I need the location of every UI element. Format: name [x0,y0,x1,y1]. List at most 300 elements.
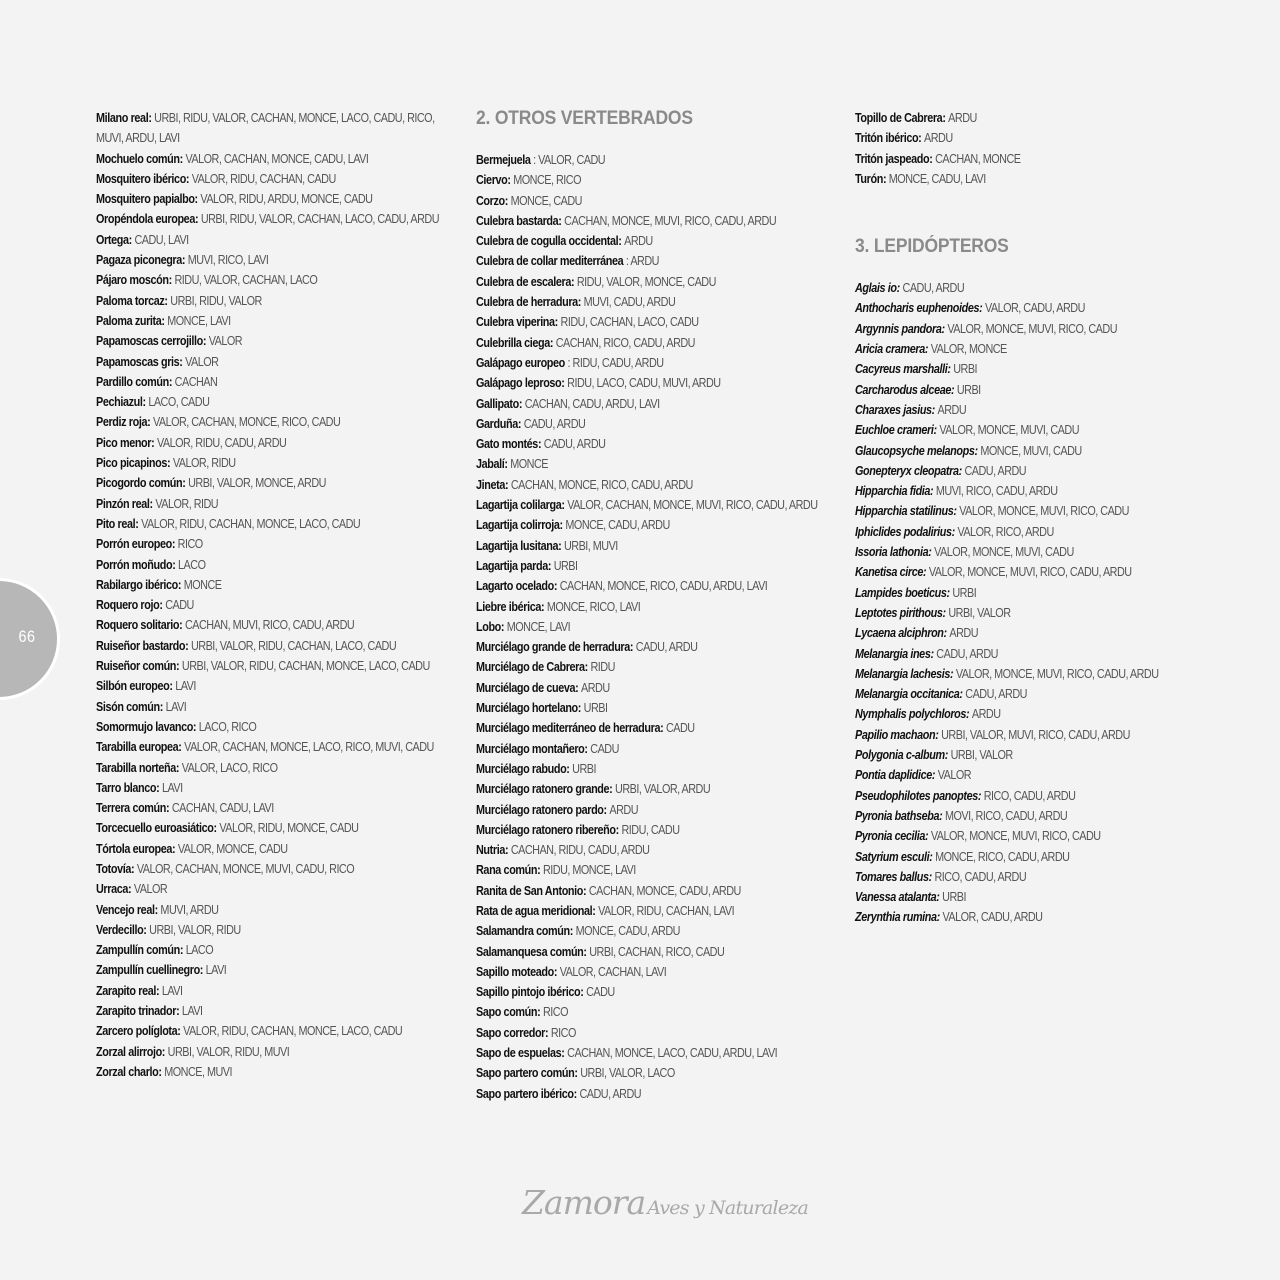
species-locations: LAVI [175,679,196,694]
species-locations: MUVI, ARDU [160,902,219,917]
species-name: Liebre ibérica: [476,599,545,614]
species-name: Roquero rojo: [96,598,163,613]
species-name: Milano real: [96,111,152,125]
list-item [855,644,1199,664]
list-item [96,920,440,940]
list-item [96,250,440,270]
species-name: Melanargia occitanica: [855,687,963,702]
species-locations: VALOR, CACHAN, MONCE, MUVI, RICO, CADU, ARDU [567,498,818,513]
list-item [476,312,820,332]
species-locations: : RIDU, CADU, ARDU [567,355,664,370]
species-name: Zarapito real: [96,983,160,998]
species-locations: VALOR [185,354,219,369]
species-locations: RIDU, MONCE, LAVI [542,863,636,878]
species-name: Galápago europeo [476,355,565,370]
species-name: Anthocharis euphenoides: [855,301,983,316]
list-item [96,412,440,432]
species-locations: CADU [165,598,194,613]
species-locations: MONCE, LAVI [506,619,571,634]
species-name: Gallipato: [476,396,523,411]
list-item [855,786,1199,806]
species-name: Lobo: [476,619,505,634]
species-name: Tarabilla norteña: [96,760,180,775]
species-name: Murciélago mediterráneo de herradura: [476,721,664,736]
species-name: Turón: [855,171,887,186]
list-item [96,494,440,514]
species-locations: LAVI [205,963,227,978]
list-item [96,636,440,656]
list-item [855,522,1199,542]
list-item [96,555,440,575]
list-item [855,867,1199,887]
species-locations: MONCE, CADU [510,193,582,208]
list-item [855,887,1199,907]
species-name: Culebra de herradura: [476,295,582,310]
species-locations: ARDU [971,707,1001,722]
other-vertebrates-list [476,150,821,1104]
species-name: Culebra de collar mediterránea [476,254,624,269]
species-locations: URBI, VALOR, RIDU [149,922,241,937]
species-name: Polygonia c-album: [855,748,948,763]
species-locations: VALOR, MONCE, MUVI, RICO, CADU [947,321,1118,336]
species-name: Papamoscas cerrojillo: [96,334,207,349]
species-name: Carcharodus alceae: [855,382,955,397]
species-locations: CADU, ARDU [902,281,965,296]
list-item [476,637,820,657]
list-item [476,495,820,515]
species-name: Culebra viperina: [476,315,558,330]
species-name: Torcecuello euroasiático: [96,821,217,836]
species-name: Iphiclides podalirius: [855,524,955,539]
list-item [96,859,440,879]
lepidoptera-list [855,278,1200,928]
species-name: Somormujo lavanco: [96,719,197,734]
species-name: Sapo común: [476,1005,541,1020]
list-item [96,900,440,920]
species-name: Sisón común: [96,699,163,714]
species-name: Lagartija colirroja: [476,518,563,533]
logo-sub-text: Aves y Naturaleza [647,1197,809,1219]
species-locations: URBI, RIDU, VALOR, CACHAN, LACO, CADU, ARDU [200,212,440,227]
species-locations: : ARDU [625,254,659,269]
species-locations: CACHAN, MONCE, LACO, CADU, ARDU, LAVI [567,1046,778,1061]
species-locations: VALOR [937,768,972,783]
species-name: Ruiseñor bastardo: [96,638,189,653]
section-title-lepidoptera: 3. LEPIDÓPTEROS [855,236,1009,258]
species-locations: CADU, ARDU [965,687,1027,702]
species-locations: VALOR, MONCE [930,342,1007,357]
list-item [476,657,820,677]
list-item [855,826,1199,846]
list-item [96,839,440,859]
species-name: Pechiazul: [96,395,146,410]
species-name: Charaxes jasius: [855,402,935,417]
birds-list-column [96,108,441,1082]
species-name: Pagaza piconegra: [96,253,186,268]
species-locations: VALOR, MONCE, MUVI, CADU [939,423,1080,438]
list-item [476,475,820,495]
species-locations: MUVI, CADU, ARDU [583,295,676,310]
list-item [476,454,820,474]
list-item [476,942,820,962]
species-locations: CACHAN, MONCE, RICO, CADU, ARDU, LAVI [559,579,768,594]
species-name: Sapo partero común: [476,1066,578,1081]
species-name: Pito real: [96,516,139,531]
list-item [855,542,1199,562]
species-name: Euchloe crameri: [855,423,937,438]
species-locations: ARDU [609,802,639,817]
species-name: Ruiseñor común: [96,659,180,674]
list-item [855,400,1199,420]
species-locations: VALOR, RIDU, ARDU, MONCE, CADU [200,192,373,207]
species-name: Lycaena alciphron: [855,626,947,641]
species-name: Zorzal alirrojo: [96,1044,166,1059]
species-name: Rana común: [476,863,541,878]
list-item [476,231,820,251]
list-item [855,319,1199,339]
list-item [476,881,820,901]
footer-logo [522,1183,809,1223]
species-locations: URBI, VALOR, MONCE, ARDU [188,476,326,491]
list-item [96,758,440,778]
species-name: Murciélago rabudo: [476,761,570,776]
species-name: Pájaro moscón: [96,273,172,288]
species-locations: URBI, VALOR, RIDU, MUVI [167,1044,290,1059]
logo-main-text: Zamora [522,1183,646,1222]
species-locations: CACHAN, MONCE, CADU, ARDU [588,883,741,898]
species-locations: VALOR, CADU, ARDU [942,910,1043,925]
species-name: Tórtola europea: [96,841,176,856]
list-item [96,656,440,676]
list-item [476,353,820,373]
list-item [855,704,1199,724]
species-name: Topillo de Cabrera: [855,111,946,125]
list-item [476,678,820,698]
list-item [855,907,1199,927]
list-item [476,150,820,170]
list-item [96,595,440,615]
species-locations: ARDU [949,626,979,641]
species-locations: CADU, LAVI [134,232,189,247]
species-locations: URBI, VALOR [948,605,1011,620]
species-locations: URBI [942,890,966,905]
species-name: Melanargia ines: [855,646,934,661]
species-locations: MONCE, CADU, ARDU [565,518,670,533]
species-name: Zorzal charlo: [96,1064,162,1079]
species-locations: VALOR, MONCE, MUVI, RICO, CADU [959,504,1129,519]
species-name: Tritón jaspeado: [855,151,933,166]
list-item [476,414,820,434]
species-locations: CACHAN, MUVI, RICO, CADU, ARDU [184,618,355,633]
species-locations: CADU, ARDU [543,437,606,452]
species-locations: MONCE [510,457,548,472]
species-name: Mosquitero papialbo: [96,192,198,207]
species-name: Galápago leproso: [476,376,565,391]
species-name: Kanetisa circe: [855,565,927,580]
species-name: Verdecillo: [96,922,147,937]
list-item [855,684,1199,704]
species-name: Pardillo común: [96,374,173,389]
list-item [96,737,440,757]
list-item [96,331,440,351]
species-locations: MONCE, MUVI [164,1064,232,1079]
species-name: Murciélago montañero: [476,741,588,756]
list-item [855,339,1199,359]
page-number-badge [0,578,60,700]
species-name: Picogordo común: [96,476,186,491]
species-name: Bermejuela [476,153,531,167]
species-name: Rata de agua meridional: [476,903,596,918]
species-locations: ARDU [948,111,977,125]
species-locations: MUVI, RICO, CADU, ARDU [935,484,1058,499]
species-name: Lagartija parda: [476,558,552,573]
list-item [476,394,820,414]
list-item [96,818,440,838]
species-name: Zarcero políglota: [96,1024,181,1039]
species-locations: MONCE, CADU, ARDU [575,924,680,939]
species-locations: VALOR, RIDU, CADU, ARDU [156,435,287,450]
list-item [476,272,820,292]
list-item [96,798,440,818]
species-name: Murciélago grande de herradura: [476,640,634,655]
species-name: Rabilargo ibérico: [96,577,182,592]
species-name: Silbón europeo: [96,679,173,694]
species-name: Cacyreus marshalli: [855,362,951,377]
list-item [476,373,820,393]
species-locations: CADU, ARDU [936,646,998,661]
species-locations: VALOR, CADU, ARDU [984,301,1085,316]
species-locations: MONCE [183,577,222,592]
species-locations: LAVI [165,699,187,714]
species-locations: VALOR [208,334,243,349]
list-item [476,698,820,718]
list-item [476,921,820,941]
species-name: Culebra de escalera: [476,274,575,289]
species-name: Issoria lathonia: [855,545,932,560]
species-name: Pyronia cecilia: [855,829,929,844]
species-locations: RICO [177,537,203,552]
species-name: Lampides boeticus: [855,585,950,600]
species-name: Murciélago de cueva: [476,680,579,695]
list-item [96,575,440,595]
list-item [476,191,820,211]
list-item [476,779,820,799]
list-item [855,501,1199,521]
species-name: Murciélago hortelano: [476,701,582,716]
species-name: Pinzón real: [96,496,153,511]
species-name: Melanargia lachesis: [855,666,954,681]
list-item [476,962,820,982]
species-locations: URBI [952,585,977,600]
list-item [96,981,440,1001]
species-locations: VALOR, RICO, ARDU [957,524,1054,539]
species-name: Hipparchia statilinus: [855,504,957,519]
species-locations: ARDU [924,131,953,146]
species-name: Sapo de espuelas: [476,1046,565,1061]
species-locations: LACO, CADU [148,395,210,410]
section-title-other-vertebrates: 2. OTROS VERTEBRADOS [476,108,693,129]
list-item [96,270,440,290]
species-name: Perdiz roja: [96,415,151,430]
list-item [476,860,820,880]
other-vertebrates-column [476,108,821,1104]
list-item [855,603,1199,623]
species-locations: CACHAN, CADU, LAVI [171,801,274,816]
species-name: Sapo corredor: [476,1025,549,1040]
species-locations: CACHAN, CADU, ARDU, LAVI [524,396,660,411]
species-name: Hipparchia fidia: [855,484,934,499]
species-locations: MUVI, RICO, LAVI [187,253,269,268]
species-locations: VALOR [133,882,168,897]
species-name: Pico picapinos: [96,456,171,471]
list-item [96,514,440,534]
species-locations: RIDU, LACO, CADU, MUVI, ARDU [567,376,721,391]
species-name: Papamoscas gris: [96,354,183,369]
list-item [476,1002,820,1022]
species-name: Tritón ibérico: [855,131,922,146]
species-name: Murciélago de Cabrera: [476,660,588,675]
species-locations: URBI [953,362,978,377]
species-locations: LAVI [162,780,183,795]
species-name: Garduña: [476,416,522,431]
species-name: Ortega: [96,232,132,247]
list-item [855,441,1199,461]
species-locations: URBI, VALOR, ARDU [615,782,711,797]
list-item [96,940,440,960]
species-name: Urraca: [96,882,132,897]
species-name: Culebra bastarda: [476,213,562,228]
list-item [476,1043,820,1063]
species-locations: RIDU [590,660,615,675]
list-item [96,169,440,189]
page-number: 66 [18,627,36,646]
species-locations: VALOR, MONCE, MUVI, RICO, CADU [930,829,1101,844]
species-locations: URBI [583,701,608,716]
species-name: Sapo partero ibérico: [476,1086,577,1101]
species-name: Porrón europeo: [96,537,176,552]
species-locations: LACO [185,943,214,958]
list-item [96,1042,440,1062]
list-item [855,169,1199,189]
species-name: Corzo: [476,193,508,208]
species-locations: MONCE, RICO, CADU, ARDU [935,849,1070,864]
species-name: Murciélago ratonero pardo: [476,802,607,817]
species-locations: CACHAN, MONCE, MUVI, RICO, CADU, ARDU [564,213,777,228]
species-name: Lagartija colilarga: [476,498,565,513]
list-item [96,1001,440,1021]
species-name: Mochuelo común: [96,151,183,166]
species-name: Murciélago ratonero ribereño: [476,822,619,837]
species-locations: MONCE, CADU, LAVI [888,171,986,186]
species-name: Tarro blanco: [96,780,160,795]
species-locations: CADU, ARDU [964,463,1027,478]
species-locations: VALOR, CACHAN, MONCE, MUVI, CADU, RICO [136,861,355,876]
list-item [476,617,820,637]
species-locations: CADU, ARDU [579,1086,642,1101]
list-item [476,597,820,617]
species-locations: RIDU, CADU [621,822,680,837]
species-locations: CACHAN, MONCE, RICO, CADU, ARDU [510,477,693,492]
list-item [855,380,1199,400]
species-locations: VALOR, MONCE, CADU [177,841,288,856]
list-item [96,1021,440,1041]
list-item [855,278,1199,298]
species-locations: CACHAN, RIDU, CADU, ARDU [510,843,650,858]
list-item [476,1084,820,1104]
species-locations: RIDU, VALOR, CACHAN, LACO [174,273,318,288]
species-name: Glaucopsyche melanops: [855,443,978,458]
species-name: Totovía: [96,861,135,876]
list-item [855,664,1199,684]
species-name: Murciélago ratonero grande: [476,782,613,797]
species-locations: URBI, VALOR, LACO [580,1066,675,1081]
list-item [476,739,820,759]
species-name: Lagarto ocelado: [476,579,558,594]
species-locations: VALOR, MONCE, MUVI, RICO, CADU, ARDU [955,666,1159,681]
species-locations: RIDU, CACHAN, LACO, CADU [560,315,699,330]
list-item [96,372,440,392]
species-name: Vencejo real: [96,902,158,917]
species-locations: VALOR, CACHAN, MONCE, LACO, RICO, MUVI, CADU [184,740,434,755]
species-name: Pico menor: [96,435,155,450]
species-locations: CADU [586,985,615,1000]
list-item [96,149,440,169]
species-locations: RIDU, VALOR, MONCE, CADU [576,274,716,289]
list-item [855,847,1199,867]
list-item [476,515,820,535]
list-item [96,230,440,250]
species-locations: RICO, CADU, ARDU [983,788,1076,803]
list-item [96,960,440,980]
species-locations: VALOR, CACHAN, MONCE, RICO, CADU [152,415,341,430]
list-item [476,982,820,1002]
list-item [96,392,440,412]
species-name: Aglais io: [855,281,900,296]
species-locations: VALOR, RIDU, CACHAN, MONCE, LACO, CADU [141,516,361,531]
list-item [96,108,440,149]
species-locations: MONCE, MUVI, CADU [980,443,1082,458]
list-item [96,1062,440,1082]
list-item [96,311,440,331]
species-locations: VALOR, RIDU [172,456,236,471]
species-name: Porrón moñudo: [96,557,176,572]
species-locations: URBI, VALOR, MUVI, RICO, CADU, ARDU [941,727,1130,742]
species-name: Gato montés: [476,437,542,452]
list-item [96,473,440,493]
species-name: Nutria: [476,843,509,858]
species-name: Jabalí: [476,457,508,472]
species-name: Jineta: [476,477,509,492]
species-locations: CADU [665,721,695,736]
list-item [855,806,1199,826]
species-name: Argynnis pandora: [855,321,945,336]
species-locations: LACO [178,557,206,572]
list-item [855,765,1199,785]
species-name: Leptotes pirithous: [855,605,946,620]
species-locations: VALOR, CACHAN, LAVI [559,964,667,979]
list-item [96,534,440,554]
list-item [855,128,1199,148]
list-item [476,434,820,454]
species-locations: ARDU [624,234,653,249]
species-locations: VALOR, LACO, RICO [181,760,278,775]
species-name: Zampullín cuellinegro: [96,963,204,978]
list-item [96,453,440,473]
species-locations: CADU [590,741,619,756]
species-locations: CADU, ARDU [523,416,586,431]
species-locations: VALOR, MONCE, MUVI, RICO, CADU, ARDU [928,565,1132,580]
list-item [96,879,440,899]
